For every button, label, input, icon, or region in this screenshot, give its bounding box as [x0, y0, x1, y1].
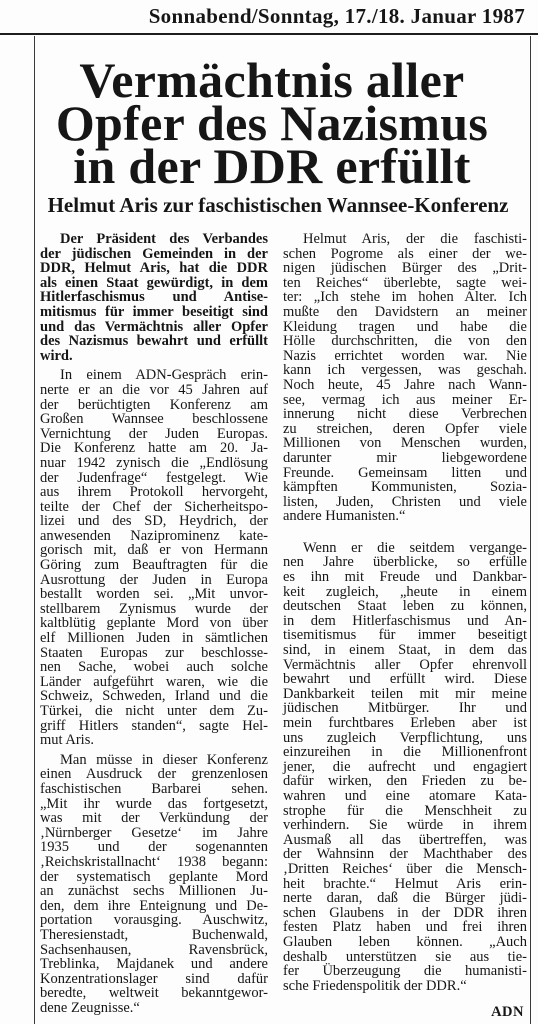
text-line: darunter mir liebgewordene — [283, 449, 527, 466]
text-line: Kleidung tragen und habe die — [283, 318, 527, 335]
text-line: einen Ausdruck der grenzenlosen — [40, 766, 268, 783]
text-line: sind, in einem Staat, in dem das — [283, 642, 527, 659]
text-line: fer Überzeugung die humanisti- — [283, 963, 527, 980]
text-line: als einen Staat gewürdigt, in dem — [40, 274, 268, 291]
text-line: dafür wirken, den Frieden zu be- — [283, 773, 527, 790]
text-line: festen Platz haben und frei ihren — [283, 919, 527, 936]
text-line: kämpften Kommunisten, Sozia- — [283, 479, 527, 496]
text-line: Glauben leben können. „Auch — [283, 933, 527, 950]
text-line: deutschen Staat leben zu können, — [283, 598, 527, 615]
lead-paragraph — [40, 232, 268, 363]
text-line: ten Reiches“ überlebte, sagte wei- — [283, 274, 527, 291]
text-line: Vernichtung der Juden Europas. — [40, 425, 268, 442]
headline-line: Vermächtnis aller — [79, 52, 465, 108]
text-line: kann ich vergessen, was geschah. — [283, 362, 527, 379]
text-line: dene Zeugnisse.“ — [40, 999, 140, 1016]
text-line: lizei und des SD, Heydrich, der — [40, 513, 268, 530]
text-line: der jüdischen Gemeinden in der — [40, 245, 268, 262]
text-line: Hölle durchschritten, die von den — [283, 333, 527, 350]
text-line: der berüchtigten Konferenz am — [40, 396, 268, 413]
text-line: ‚Dritten Reiches‘ über die Mensch- — [283, 860, 527, 877]
text-line: „Mit ihr wurde das fortgesetzt, — [40, 795, 268, 812]
text-line: strophe für die Menschheit zu — [283, 802, 527, 819]
text-line: elf Millionen Juden in sämtlichen — [40, 630, 268, 647]
text-line: Großen Wannsee beschlossene — [40, 411, 268, 428]
text-line: portation vorausging. Auschwitz, — [40, 912, 268, 929]
text-line: DDR, Helmut Aris, hat die DDR — [40, 260, 268, 277]
text-line: Sachsenhausen, Ravensbrück, — [40, 941, 268, 958]
text-line: keit zugleich, „heute in einem — [283, 583, 527, 600]
agency-credit: ADN — [491, 1004, 524, 1021]
text-line: nen Sache, wobei auch solche — [40, 659, 268, 676]
text-line: tisemitismus für immer beseitigt — [283, 627, 527, 644]
headline-line: in der DDR erfüllt — [73, 138, 471, 194]
text-line: Göring zum Beauftragten für die — [40, 557, 268, 574]
text-line: aus ihrem Protokoll hervorgeht, — [40, 484, 268, 501]
text-line: see, vermag ich aus meiner Er- — [283, 391, 527, 408]
text-line: jüdischen Mitbürger. Ihr und — [283, 700, 527, 717]
text-line: Vermächtnis aller Opfer ehrenvoll — [283, 656, 527, 673]
text-line: Nazis errichtet worden war. Nie — [283, 347, 527, 364]
text-line: Die Konferenz hatte am 20. Ja- — [40, 440, 268, 457]
text-line: nigen jüdischen Bürger des „Drit- — [283, 260, 527, 277]
text-line: listen, Juden, Christen und viele — [283, 493, 527, 510]
text-line: ‚Nürnberger Gesetze‘ im Jahre — [40, 824, 268, 841]
text-line: Theresienstadt, Buchenwald, — [40, 926, 268, 943]
text-line: griff Hitlers standen“, sagte Hel- — [40, 717, 268, 734]
text-line: nerte er an die vor 45 Jahren auf — [40, 381, 268, 398]
subheadline: Helmut Aris zur faschistischen Wannsee-Konferenz — [47, 193, 509, 217]
text-line: Staaten Europas zur beschlosse- — [40, 644, 268, 661]
text-line: beredte, weltweit bekanntgewor- — [40, 985, 268, 1002]
body-paragraph — [40, 753, 268, 1016]
text-line: Freunde. Gemeinsam litten und — [283, 464, 527, 481]
text-line: mußte den Davidstern an meiner — [283, 303, 527, 320]
body-paragraph — [40, 368, 268, 747]
text-line: Schweiz, Schweden, Irland und die — [40, 688, 268, 705]
text-line: nen Jahre überblicke, so erfülle — [283, 554, 527, 571]
text-line: wird. — [40, 347, 73, 364]
issue-date: Sonnabend/Sonntag, 17./18. Januar 1987 — [148, 4, 525, 28]
text-line: Noch heute, 45 Jahre nach Wann- — [283, 376, 527, 393]
text-line: jener, die aufrecht und engagiert — [283, 758, 527, 775]
text-line: nuar 1942 zynisch die „Endlösung — [40, 454, 268, 471]
text-line: verhindern. Sie würde in ihrem — [283, 817, 527, 834]
text-line: wahren und eine atomare Kata- — [283, 787, 527, 804]
text-line: andere Humanisten.“ — [283, 508, 406, 525]
headline-line: Opfer des Nazismus — [55, 95, 489, 151]
text-line: Länder aufgeführt waren, wie die — [40, 673, 268, 690]
text-line: des Nazismus bewahrt und erfüllt — [40, 333, 268, 350]
body-paragraph — [283, 541, 527, 993]
text-line: Ausmaß all das übertreffen, was — [283, 831, 527, 848]
text-line: teilte der Chef der Sicherheitspo- — [40, 498, 268, 515]
text-line: gorisch mit, daß er von Hermann — [40, 542, 268, 559]
body-paragraph — [283, 232, 527, 524]
text-line: bestallt worden sei. „Mit unvor- — [40, 586, 268, 603]
text-line: an zunächst sechs Millionen Ju- — [40, 883, 268, 900]
text-line: stellbarem Zynismus wurde der — [40, 600, 268, 617]
text-line: Konzentrationslager sind dafür — [40, 970, 268, 987]
left-column — [40, 232, 268, 1015]
header-rule — [0, 33, 538, 35]
text-line: und das Vermächtnis aller Opfer — [40, 318, 268, 335]
text-line: mut Aris. — [40, 732, 94, 749]
text-line: uns zugleich Verpflichtung, uns — [283, 729, 527, 746]
text-line: In einem ADN-Gespräch erin- — [60, 367, 268, 384]
text-line: mitismus für immer beseitigt sind — [40, 303, 268, 320]
text-line: einzureihen in die Millionenfront — [283, 744, 527, 761]
text-line: Ausrottung der Juden in Europa — [40, 571, 268, 588]
text-line: ‚Reichskristallnacht‘ 1938 begann: — [40, 853, 268, 870]
text-line: Millionen von Menschen wurden, — [283, 435, 527, 452]
text-line: zu streichen, deren Opfer viele — [283, 420, 527, 437]
text-line: Dankbarkeit teilen mit mir meine — [283, 685, 527, 702]
text-line: Türkei, die nicht unter dem Zu- — [40, 703, 268, 719]
text-line: was mit der Verkündung der — [40, 810, 268, 827]
text-line: sche Friedenspolitik der DDR.“ — [283, 977, 467, 994]
text-line: kaltblütig geplante Mord von über — [40, 615, 268, 632]
right-column — [283, 232, 527, 1020]
text-line: der Wahnsinn der Machthaber des — [283, 846, 527, 863]
text-line: deshalb unterstützen sie aus tie- — [283, 948, 527, 965]
headline — [22, 52, 522, 194]
text-line: Helmut Aris, der die faschisti- — [303, 231, 527, 247]
text-line: mein furchtbares Erleben aber ist — [283, 715, 527, 731]
text-line: nerte daran, daß die Bürger jüdi- — [283, 890, 527, 907]
text-line: anwesenden Naziprominenz kate- — [40, 527, 268, 544]
text-line: schen Pogrome als einer der we- — [283, 245, 527, 262]
text-line: es ihn mit Freude und Dankbar- — [283, 569, 527, 586]
text-line: der systematisch geplante Mord — [40, 868, 268, 885]
text-line: schen Glaubens in der DDR ihren — [283, 904, 527, 921]
text-line: ter: „Ich stehe im hohen Alter. Ich — [283, 289, 527, 306]
text-line: innerung nicht diese Verbrechen — [283, 406, 527, 423]
text-line: Wenn er die seitdem vergange- — [303, 539, 527, 556]
text-line: Man müsse in dieser Konferenz — [60, 751, 268, 768]
text-line: heit brachte.“ Helmut Aris erin- — [283, 875, 527, 892]
text-line: der Judenfrage“ festgelegt. Wie — [40, 469, 268, 486]
text-line: faschistischen Barbarei sehen. — [40, 780, 268, 797]
text-line: Der Präsident des Verbandes — [60, 231, 268, 247]
text-line: bewahrt und erfüllt wird. Diese — [283, 671, 527, 688]
text-line: in dem Hitlerfaschismus und An- — [283, 612, 527, 629]
text-line: Hitlerfaschismus und Antise- — [40, 289, 268, 306]
text-line: Treblinka, Majdanek und andere — [40, 956, 268, 973]
text-line: 1935 und der sogenannten — [40, 839, 268, 856]
text-line: den, dem ihre Enteignung und De- — [40, 897, 268, 914]
